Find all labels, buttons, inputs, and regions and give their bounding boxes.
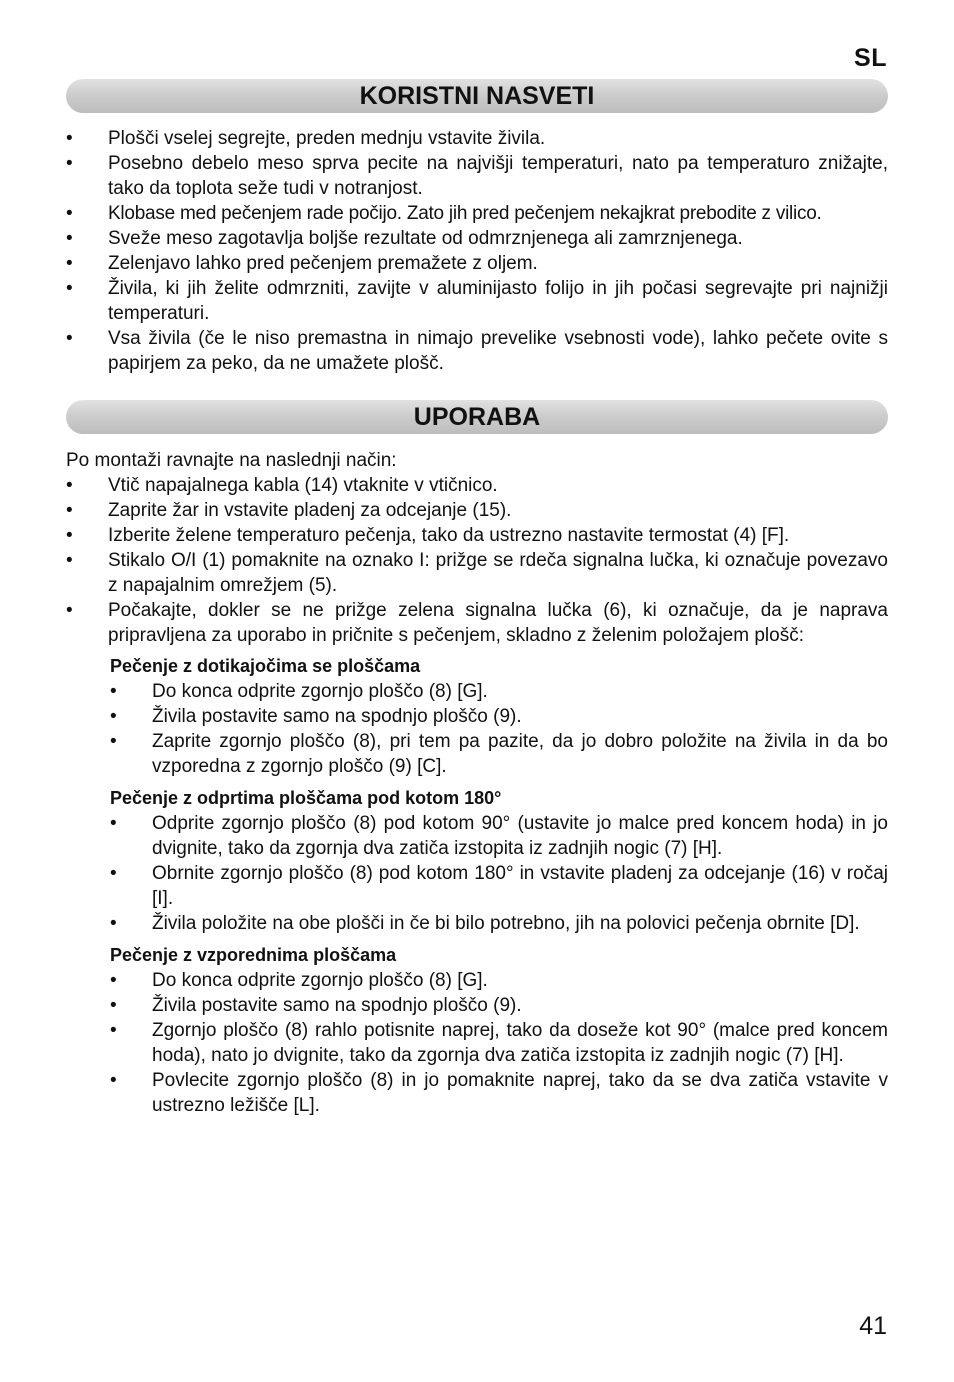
usage-section <box>66 448 888 1125</box>
list-item <box>66 548 888 598</box>
usage-intro: Po montaži ravnajte na naslednji način: <box>66 450 397 471</box>
usage-list <box>66 473 888 648</box>
list-item-text: Izberite želene temperaturo pečenja, tako da ustrezno nastavite termostat (4) [F]. <box>108 525 790 546</box>
list-item-text: Živila, ki jih želite odmrzniti, zavijte v aluminijasto folijo in jih počasi segrevajte pri najnižji temperaturi. <box>108 278 888 324</box>
subsection-list <box>110 968 888 1118</box>
list-item-text: Plošči vselej segrejte, preden mednju vstavite živila. <box>108 128 546 149</box>
bullet-icon: • <box>66 328 73 349</box>
bullet-icon: • <box>66 600 73 621</box>
list-item-text: Obrnite zgornjo ploščo (8) pod kotom 180° in vstavite pladenj za odcejanje (16) v ročaj [I]. <box>152 863 888 909</box>
bullet-icon: • <box>66 475 73 496</box>
list-item-text: Zelenjavo lahko pred pečenjem premažete z oljem. <box>108 253 538 274</box>
tips-list <box>66 126 888 376</box>
list-item <box>110 704 888 729</box>
list-item <box>66 498 888 523</box>
list-item <box>110 679 888 704</box>
bullet-icon: • <box>110 681 117 702</box>
bullet-icon: • <box>110 913 117 934</box>
subsection-touching-plates <box>110 654 888 779</box>
list-item <box>66 326 888 376</box>
subsection-list <box>110 679 888 779</box>
bullet-icon: • <box>110 995 117 1016</box>
list-item <box>110 1068 888 1118</box>
bullet-icon: • <box>66 500 73 521</box>
list-item-text: Klobase med pečenjem rade počijo. Zato jih pred pečenjem nekajkrat prebodite z vilico. <box>108 203 822 224</box>
list-item <box>66 473 888 498</box>
subsection-parallel-plates <box>110 943 888 1118</box>
list-item-text: Povlecite zgornjo ploščo (8) in jo pomaknite naprej, tako da se dva zatiča vstavite v ustrezno ležišče [L]. <box>152 1070 888 1116</box>
list-item-text: Zaprite žar in vstavite pladenj za odcejanje (15). <box>108 500 512 521</box>
bullet-icon: • <box>66 253 73 274</box>
list-item <box>66 598 888 648</box>
list-item-text: Živila postavite samo na spodnjo ploščo (9). <box>152 995 522 1016</box>
list-item-text: Počakajte, dokler se ne prižge zelena signalna lučka (6), ki označuje, da je naprava pripravljena za uporabo in pričnite s pečenjem, skladno z želenim položajem plošč: <box>108 600 888 646</box>
subsection-open-180 <box>110 786 888 936</box>
bullet-icon: • <box>66 203 73 224</box>
bullet-icon: • <box>66 153 73 174</box>
list-item-text: Posebno debelo meso sprva pecite na najvišji temperaturi, nato pa temperaturo znižajte, tako da toplota seže tudi v notranjost. <box>108 153 888 199</box>
list-item-text: Zaprite zgornjo ploščo (8), pri tem pa pazite, da jo dobro položite na živila in da bo vzporedna z zgornjo ploščo (9) [C]. <box>152 731 888 777</box>
list-item <box>110 911 888 936</box>
language-code: SL <box>854 44 887 72</box>
list-item-text: Zgornjo ploščo (8) rahlo potisnite naprej, tako da doseže kot 90° (malce pred koncem hoda), nato jo dvignite, tako da zgornja dva zatiča izstopita iz zadnjih nogic (7) [H]. <box>152 1020 888 1066</box>
bullet-icon: • <box>110 1070 117 1091</box>
list-item <box>66 151 888 201</box>
list-item <box>110 729 888 779</box>
list-item <box>66 126 888 151</box>
subsection-title: Pečenje z odprtima ploščama pod kotom 180° <box>110 788 502 808</box>
bullet-icon: • <box>110 970 117 991</box>
list-item <box>110 1018 888 1068</box>
list-item-text: Odprite zgornjo ploščo (8) pod kotom 90° (ustavite jo malce pred koncem hoda) in jo dvignite, tako da zgornja dva zatiča izstopita iz zadnjih nogic (7) [H]. <box>152 813 888 859</box>
page-number: 41 <box>859 1312 887 1340</box>
subsection-title: Pečenje z dotikajočima se ploščama <box>110 656 421 676</box>
list-item <box>110 993 888 1018</box>
list-item <box>110 861 888 911</box>
list-item-text: Živila položite na obe plošči in če bi bilo potrebno, jih na polovici pečenja obrnite [D]. <box>152 913 860 934</box>
bullet-icon: • <box>66 228 73 249</box>
list-item <box>66 201 888 226</box>
subsection-list <box>110 811 888 936</box>
list-item-text: Stikalo O/I (1) pomaknite na oznako I: prižge se rdeča signalna lučka, ki označuje povezavo z napajalnim omrežjem (5). <box>108 550 888 596</box>
list-item <box>66 226 888 251</box>
list-item-text: Do konca odprite zgornjo ploščo (8) [G]. <box>152 681 488 702</box>
bullet-icon: • <box>110 1020 117 1041</box>
subsection-title: Pečenje z vzporednima ploščama <box>110 945 397 965</box>
bullet-icon: • <box>66 525 73 546</box>
bullet-icon: • <box>110 813 117 834</box>
section-heading-tips: KORISTNI NASVETI <box>66 79 888 113</box>
section-heading-usage: UPORABA <box>66 400 888 434</box>
list-item <box>66 276 888 326</box>
list-item-text: Vsa živila (če le niso premastna in nimajo prevelike vsebnosti vode), lahko pečete ovite s papirjem za peko, da ne umažete plošč. <box>108 328 888 374</box>
bullet-icon: • <box>110 863 117 884</box>
tips-section <box>66 126 888 376</box>
bullet-icon: • <box>110 706 117 727</box>
bullet-icon: • <box>110 731 117 752</box>
list-item <box>66 251 888 276</box>
list-item-text: Vtič napajalnega kabla (14) vtaknite v vtičnico. <box>108 475 498 496</box>
list-item-text: Živila postavite samo na spodnjo ploščo (9). <box>152 706 522 727</box>
list-item <box>66 523 888 548</box>
list-item <box>110 811 888 861</box>
list-item <box>110 968 888 993</box>
bullet-icon: • <box>66 128 73 149</box>
bullet-icon: • <box>66 278 73 299</box>
list-item-text: Do konca odprite zgornjo ploščo (8) [G]. <box>152 970 488 991</box>
bullet-icon: • <box>66 550 73 571</box>
list-item-text: Sveže meso zagotavlja boljše rezultate od odmrznjenega ali zamrznjenega. <box>108 228 743 249</box>
